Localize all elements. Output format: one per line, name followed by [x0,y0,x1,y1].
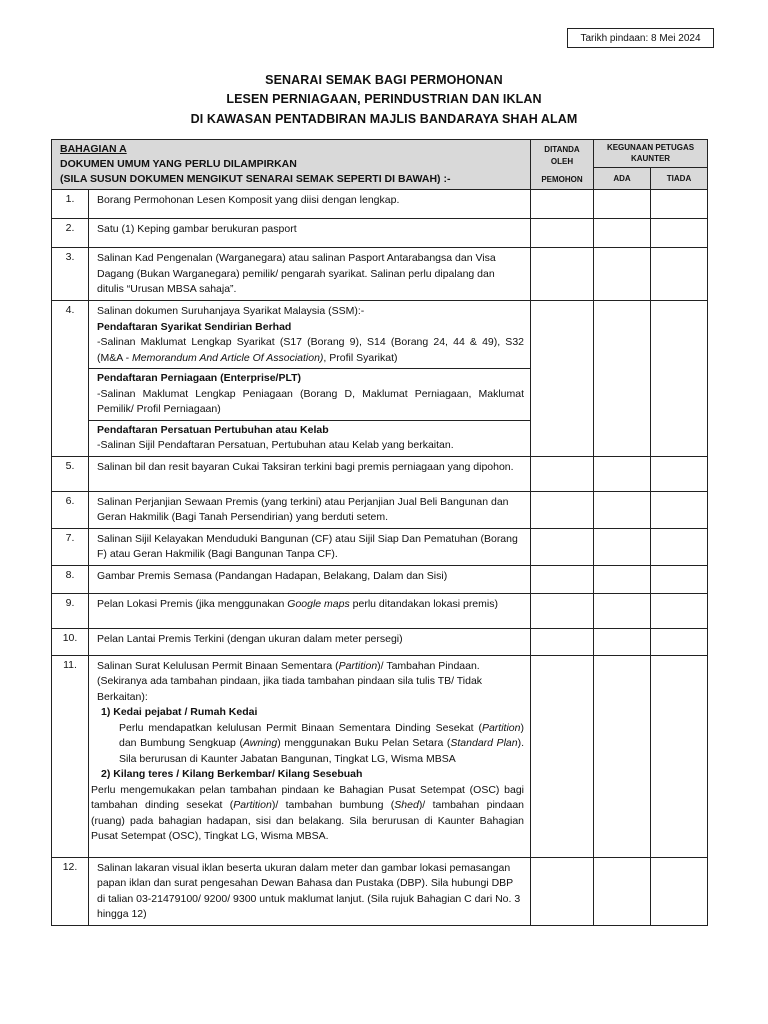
shop-office-text-part: ) dan Bumbung Sengkuap ( [119,721,524,749]
ssm-text-enterprise: -Salinan Maklumat Lengkap Peniagaan (Borang D, Maklumat Perniagaan, Maklumat Pemilik/ Profil Perniagaan) [97,387,524,415]
item-number: 12. [52,857,89,925]
item-description: Salinan bil dan resit bayaran Cukai Taksiran terkini bagi premis perniagaan yang dipohon. [89,456,531,491]
google-maps-text: Google maps [287,597,350,610]
tiada-checkbox[interactable] [651,528,708,565]
section-instruction: (SILA SUSUN DOKUMEN MENGIKUT SENARAI SEMAK SEPERTI DI BAWAH) :- [60,173,451,185]
col-header-ticked-line3: PEMOHON [541,174,583,184]
applicant-checkbox[interactable] [531,565,594,593]
applicant-checkbox[interactable] [531,301,594,457]
item-description [89,593,531,628]
item-number: 9. [52,593,89,628]
item-description: Salinan lakaran visual iklan beserta ukuran dalam meter dan gambar lokasi pemasangan papan iklan dan surat pengesahan Dewan Bahasa dan Pustaka (DBP). Sila hubungi DBP di talian 03-21479100/ 9200/ 9300 untuk maklumat lanjut. (Sila rujuk Bahagian C dari No. 3 hingga 12) [89,857,531,925]
table-row [52,491,708,528]
ada-checkbox[interactable] [594,248,651,301]
checklist-table [51,139,708,926]
applicant-checkbox[interactable] [531,248,594,301]
tiada-checkbox[interactable] [651,248,708,301]
item-number: 7. [52,528,89,565]
tiada-checkbox[interactable] [651,301,708,457]
item-number: 6. [52,491,89,528]
item-number: 5. [52,456,89,491]
table-row [52,528,708,565]
shop-office-text-italic: Partition [481,721,521,734]
col-header-ticked-line2: OLEH [550,156,574,166]
tiada-checkbox[interactable] [651,491,708,528]
section-title: BAHAGIAN A [60,143,127,155]
tiada-checkbox[interactable] [651,565,708,593]
permit-intro [97,659,524,675]
applicant-checkbox[interactable] [531,528,594,565]
item-description [89,655,531,857]
item-description: Salinan Kad Pengenalan (Warganegara) atau salinan Pasport Antarabangsa dan Visa Dagang (Bukan Warganegara) pemilik/ pengarah syarikat. Salinan perlu dipalang dan ditulis “Urusan MBSA sahaja”. [89,248,531,301]
shop-office-text-italic: Awning [242,737,278,749]
item-number: 10. [52,628,89,655]
amendment-date: Tarikh pindaan: 8 Mei 2024 [567,28,714,48]
factory-text-italic: Shed [394,799,419,811]
col-header-tiada: TIADA [651,167,708,189]
permit-note: (Sekiranya ada tambahan pindaan, jika tiada tambahan pindaan sila tulis TB/ Tidak Berkaitan): [97,675,483,703]
table-row [52,593,708,628]
applicant-checkbox[interactable] [531,628,594,655]
section-header [52,140,531,190]
table-row [52,655,708,857]
shop-office-text-italic: Standard Plan [450,737,518,749]
item-number: 1. [52,190,89,219]
applicant-checkbox[interactable] [531,593,594,628]
tiada-checkbox[interactable] [651,655,708,857]
table-row [52,628,708,655]
permit-intro-part: Salinan Surat Kelulusan Permit Binaan Sementara ( [97,659,339,672]
shop-office-text-part: Perlu mendapatkan kelulusan Permit Binaan Sementara Dinding Sesekat ( [119,721,482,734]
item-number: 11. [52,655,89,857]
tiada-checkbox[interactable] [651,456,708,491]
ada-checkbox[interactable] [594,528,651,565]
applicant-checkbox[interactable] [531,190,594,219]
ssm-heading-sdn-bhd: Pendaftaran Syarikat Sendirian Berhad [97,320,292,333]
document-title-line-1: SENARAI SEMAK BAGI PERMOHONAN [265,73,503,87]
shop-office-text-part: ) menggunakan Buku Pelan Setara ( [277,737,451,749]
ssm-heading-enterprise: Pendaftaran Perniagaan (Enterprise/PLT) [97,372,302,384]
applicant-checkbox[interactable] [531,857,594,925]
tiada-checkbox[interactable] [651,190,708,219]
factory-text [91,783,524,845]
factory-text-part: )/ tambahan bumbung ( [271,799,395,811]
applicant-checkbox[interactable] [531,456,594,491]
location-plan-text: Pelan Lokasi Premis (jika menggunakan [97,597,288,610]
ssm-heading-society: Pendaftaran Persatuan Pertubuhan atau Kelab [97,423,329,436]
table-row [52,565,708,593]
permit-intro-italic: Partition [338,659,378,672]
item-number: 2. [52,219,89,248]
factory-text-part: Perlu mengemukakan pelan tambahan pindaan ke Bahagian Pusat Setempat (OSC) bagi tambahan dinding sesekat ( [91,783,524,811]
item-number: 8. [52,565,89,593]
applicant-checkbox[interactable] [531,491,594,528]
factory-text-part: )/ tambahan pindaan (ruang) pada bahagian hadapan, sisi dan belakang. Sila berurusan di Kaunter Bahagian Pusat Setempat (OSC), Tingkat LG, Wisma MBSA. [91,799,524,842]
table-row [52,219,708,248]
item-description [89,301,531,457]
ssm-text-italic: Memorandum And Article Of Association) [132,351,324,364]
ada-checkbox[interactable] [594,219,651,248]
ada-checkbox[interactable] [594,301,651,457]
applicant-checkbox[interactable] [531,655,594,857]
ssm-text-part: , Profil Syarikat) [323,351,398,364]
item-number: 3. [52,248,89,301]
ssm-text-part: -Salinan Maklumat Lengkap Syarikat (S17 (Borang 9), S14 (Borang 24, 44 & 49), S32 (M&A - [97,336,524,364]
tiada-checkbox[interactable] [651,593,708,628]
ssm-text-society: -Salinan Sijil Pendaftaran Persatuan, Pertubuhan atau Kelab yang berkaitan. [97,439,454,451]
factory-heading: 2) Kilang teres / Kilang Berkembar/ Kilang Sesebuah [101,768,363,780]
shop-office-text-part: ). Sila berurusan di Kaunter Jabatan Bangunan, Tingkat LG, Wisma MBSA [119,737,524,765]
col-header-ticked [531,140,594,190]
col-header-ticked-line1: DITANDA [544,144,580,154]
table-row [52,857,708,925]
table-row [52,248,708,301]
table-row [52,190,708,219]
item-description: Salinan Perjanjian Sewaan Premis (yang terkini) atau Perjanjian Jual Beli Bangunan dan Geran Hakmilik (Bagi Tanah Persendirian) yang berduti setem. [89,491,531,528]
ssm-text-sdn-bhd [97,335,524,366]
item-description: Borang Permohonan Lesen Komposit yang diisi dengan lengkap. [89,190,531,219]
table-row [52,456,708,491]
ada-checkbox[interactable] [594,593,651,628]
location-plan-text-end: perlu ditandakan lokasi premis) [349,597,498,610]
ssm-intro: Salinan dokumen Suruhanjaya Syarikat Malaysia (SSM):- [97,305,365,317]
ada-checkbox[interactable] [594,456,651,491]
ada-checkbox[interactable] [594,491,651,528]
item-description: Salinan Sijil Kelayakan Menduduki Bangunan (CF) atau Sijil Siap Dan Pematuhan (Borang F) atau Geran Hakmilik (Bagi Bangunan Tanpa CF). [89,528,531,565]
item-description: Satu (1) Keping gambar berukuran pasport [89,219,531,248]
applicant-checkbox[interactable] [531,219,594,248]
tiada-checkbox[interactable] [651,219,708,248]
ada-checkbox[interactable] [594,655,651,857]
document-title-line-2: LESEN PERNIAGAAN, PERINDUSTRIAN DAN IKLAN [226,92,542,106]
ada-checkbox[interactable] [594,857,651,925]
item-description: Pelan Lantai Premis Terkini (dengan ukuran dalam meter persegi) [89,628,531,655]
col-header-ada: ADA [594,167,651,189]
section-subtitle: DOKUMEN UMUM YANG PERLU DILAMPIRKAN [60,158,297,170]
col-header-officer: KEGUNAAN PETUGAS KAUNTER [594,140,708,168]
factory-text-italic: Partition [233,799,272,811]
item-description: Gambar Premis Semasa (Pandangan Hadapan, Belakang, Dalam dan Sisi) [89,565,531,593]
permit-intro-part: )/ Tambahan Pindaan. [377,659,480,672]
shop-office-text [97,721,524,768]
document-title-line-3: DI KAWASAN PENTADBIRAN MAJLIS BANDARAYA SHAH ALAM [190,112,578,126]
ssm-subsection-enterprise [89,368,530,418]
tiada-checkbox[interactable] [651,857,708,925]
tiada-checkbox[interactable] [651,628,708,655]
item-number: 4. [52,301,89,457]
ada-checkbox[interactable] [594,565,651,593]
table-row [52,301,708,457]
ssm-subsection-society [89,420,530,454]
ada-checkbox[interactable] [594,628,651,655]
shop-office-heading: 1) Kedai pejabat / Rumah Kedai [101,706,258,718]
ada-checkbox[interactable] [594,190,651,219]
